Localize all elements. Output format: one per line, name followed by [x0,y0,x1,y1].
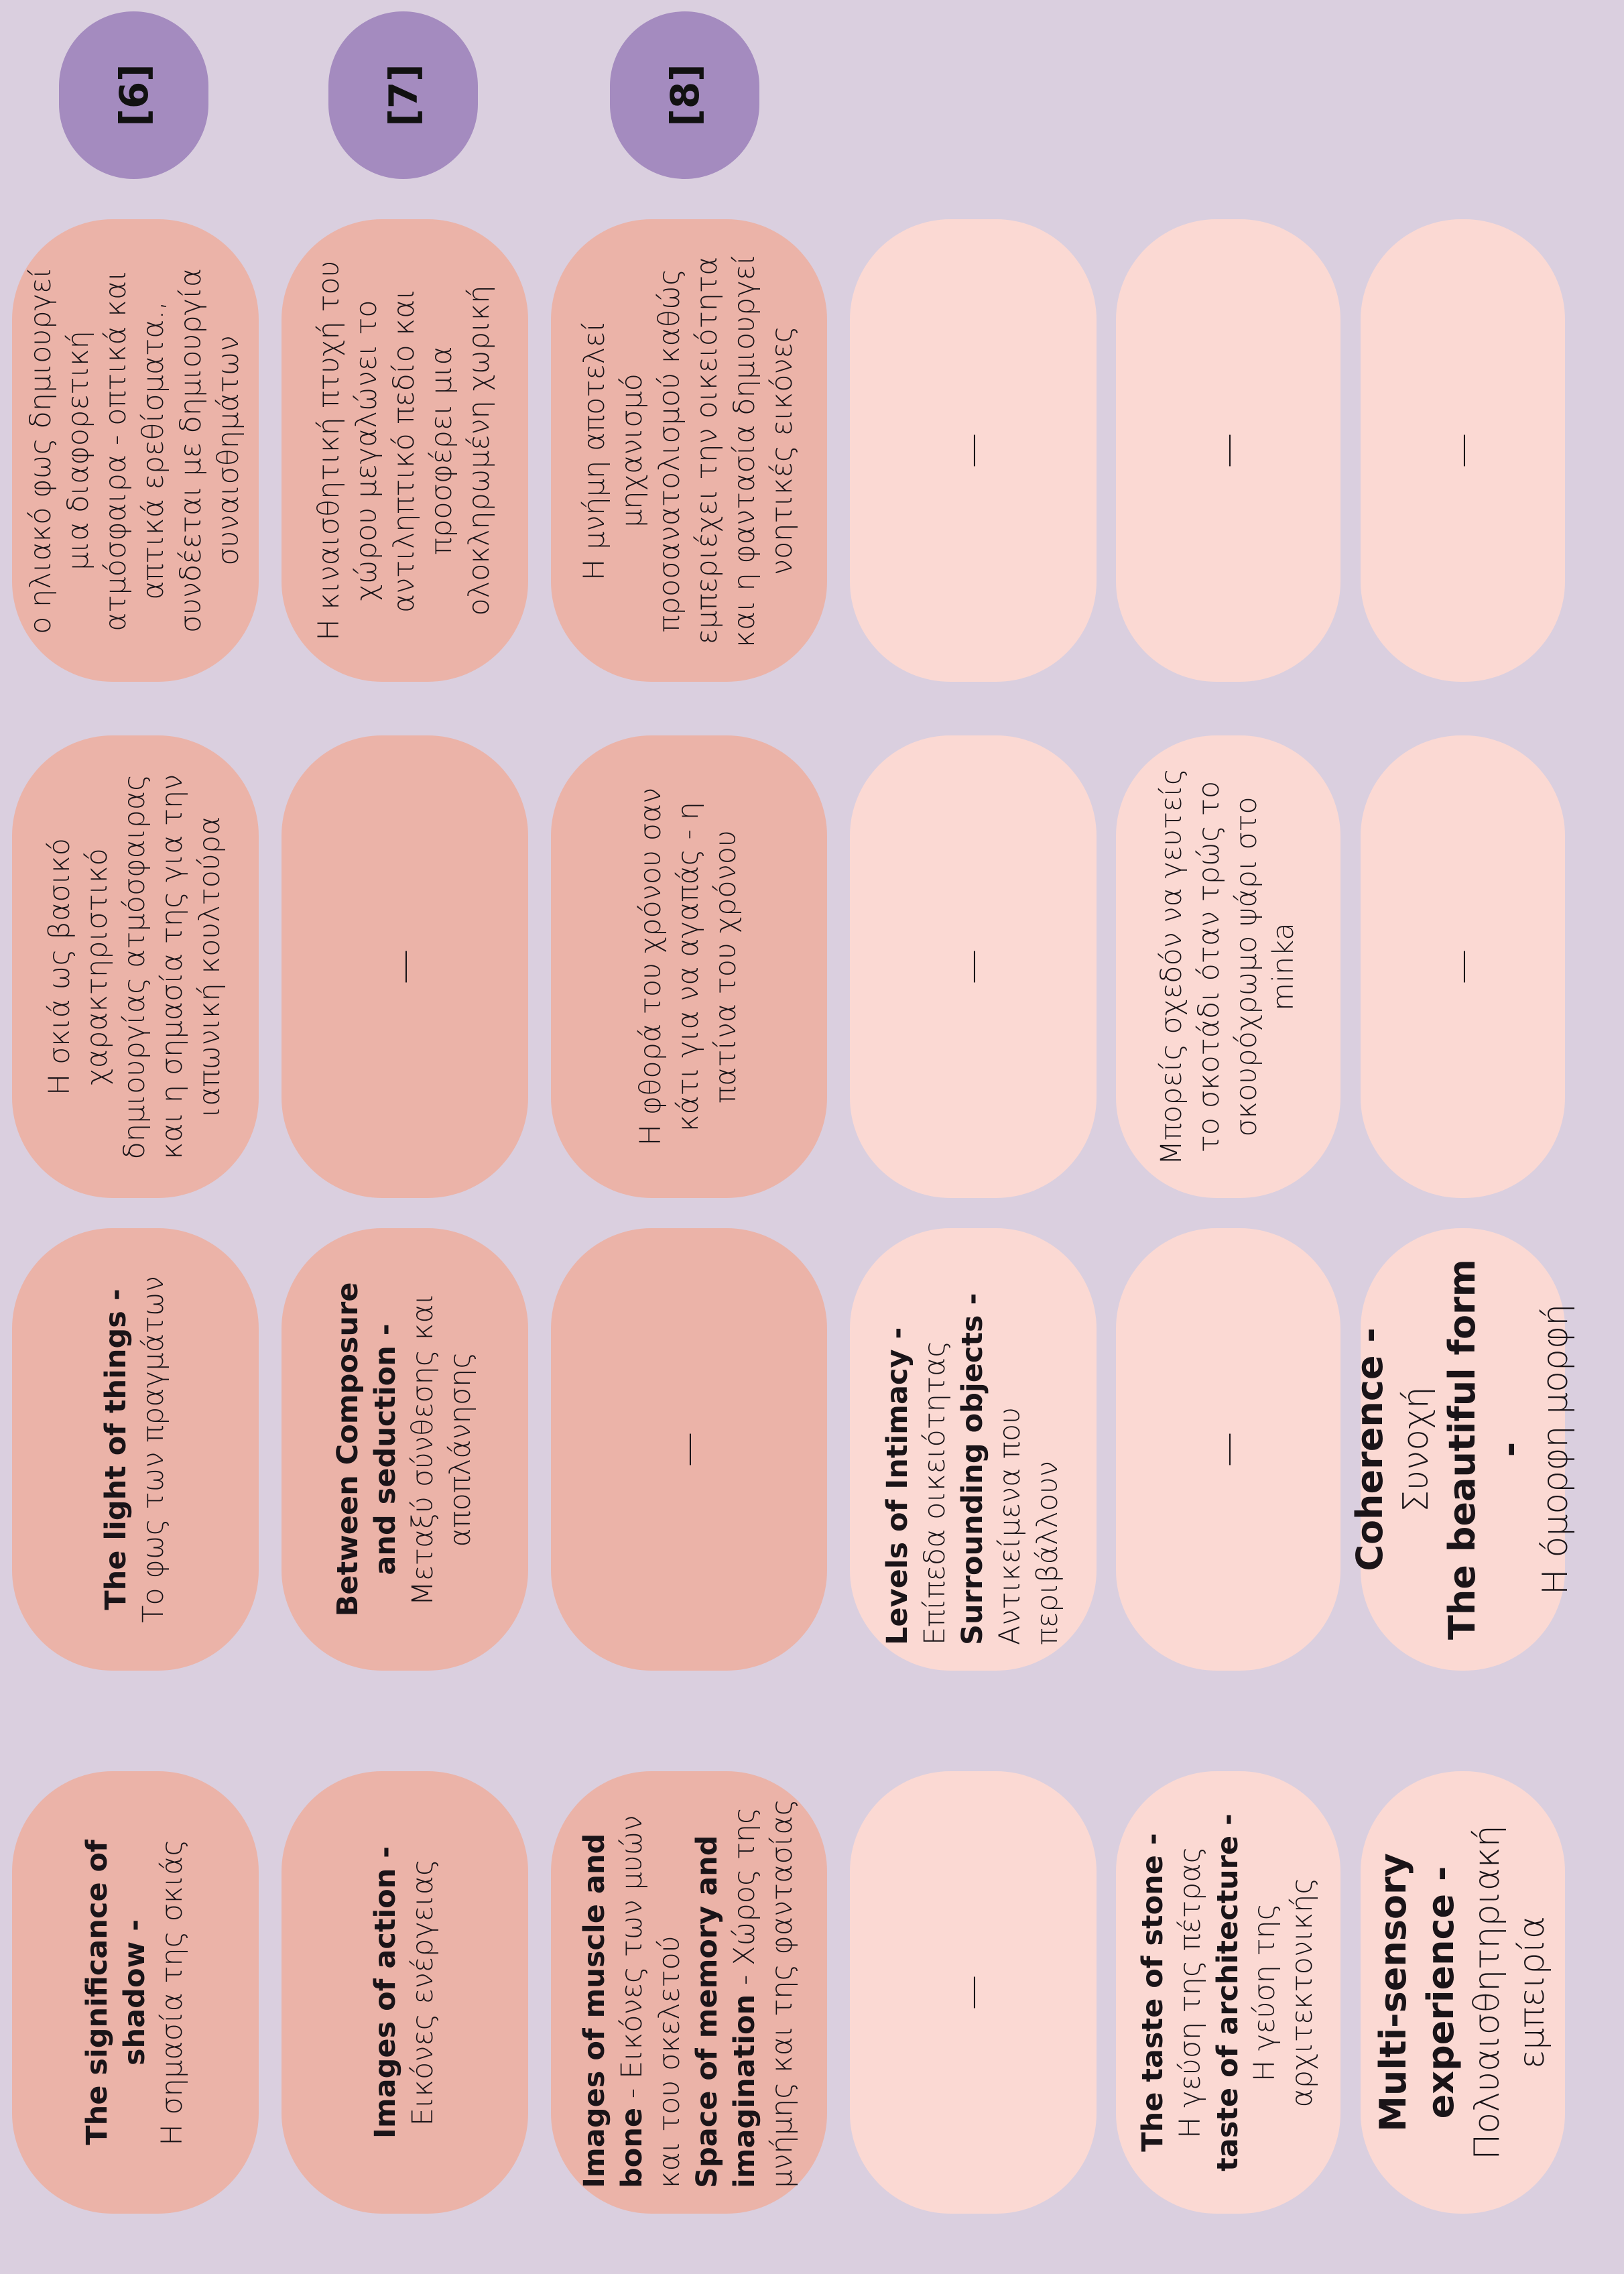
cell-text: Μπορείς σχεδόν να γευτείς το σκοτάδι όταν τρώς το σκουρόχρωμο ψάρι στο minka [1154,768,1301,1166]
cell-subtitle: Μεταξύ σύνθεσης και αποπλάνησης [406,1293,477,1606]
cell-text: Η φθορά του χρόνου σαν κάτι για να αγαπάς - η πατίνα του χρόνου [634,787,743,1146]
cell-subtitle-2: Η όμορφη μορφή [1536,1303,1576,1596]
cell-subtitle: Εικόνες ενέργειας [406,1858,440,2127]
cell-text: — [1207,1432,1248,1467]
cell-title-2: taste of architecture - [1210,1813,1245,2171]
cell-subtitle-2: Αντικείμενα που περιβάλλουν [993,1407,1064,1645]
cell-r4-c3 [850,735,1097,1198]
cell-r2-c2 [282,1228,528,1671]
cell-r1-c3 [12,735,259,1198]
cell-subtitle-2: - Χώρος της μνήμης και της φαντασίας [727,1799,799,2188]
badge-6 [59,11,208,179]
cell-title: Images of action - [369,1846,403,2139]
cell-title: Between Composure and seduction - [331,1282,403,1617]
cell-r3-c1 [551,1771,827,2214]
cell-r6-c2 [1349,1228,1576,1671]
cell-text: — [952,949,993,984]
cell-subtitle-1: Η γεύση της πέτρας [1173,1846,1207,2139]
cell-r3-c4 [551,219,827,682]
cell-r2-c1 [282,1771,528,2214]
cell-text: — [668,1432,709,1467]
cell-text: Η σκιά ως βασικό χαρακτηριστικό δημιουργίας ατμόσφαιρας και η σημασία της για την ιαπωνική κουλτούρα [43,774,227,1160]
badge-label: [6] [111,64,157,127]
cell-text: — [952,1975,993,2010]
cell-r6-c4 [1361,219,1565,682]
badge-8 [610,11,759,179]
cell-text: Η μνήμη αποτελεί μηχανισμό προσανατολισμού καθώς εμπεριέχει την οικειότητα και η φαντασία δημιουργεί νοητικές εικόνες [578,253,799,648]
badge-label: [7] [380,64,426,127]
cell-r6-c3 [1361,735,1565,1198]
cell-title-2: The beautiful form - [1441,1259,1531,1640]
cell-r1-c1 [12,1771,259,2214]
cell-r5-c1 [1116,1771,1340,2214]
cell-r3-c2 [551,1228,827,1671]
cell-text: Η κιναισθητική πτυχή του χώρου μεγαλώνει το αντιληπτικό πεδίο και προσφέρει μια ολοκληρωμένη χωρική [312,260,496,641]
cell-title-1: Levels of Intimacy - [881,1327,915,1645]
cell-title-2: Surrounding objects - [956,1293,990,1645]
cell-r2-c3 [282,735,528,1198]
badge-label: [8] [662,64,708,127]
cell-title-1: Images of muscle and bone [578,1833,649,2188]
cell-text: — [1442,433,1483,468]
cell-title-1: The taste of stone - [1135,1833,1170,2152]
cell-r4-c1 [850,1771,1097,2214]
cell-r4-c2 [850,1228,1097,1671]
cell-subtitle-2: Η γεύση της αρχιτεκτονικής [1248,1877,1320,2108]
cell-title-1: Coherence - [1349,1327,1391,1571]
cell-r5-c3 [1116,735,1340,1198]
cell-r6-c1 [1361,1771,1565,2214]
cell-title-2: Space of memory and imagination [690,1835,761,2188]
cell-title: The significance of shadow - [80,1840,152,2145]
cell-r3-c3 [551,735,827,1198]
cell-r1-c2 [12,1228,259,1671]
cell-subtitle: Το φως των πραγμάτων [137,1276,170,1623]
cell-subtitle-1: Συνοχή [1395,1386,1436,1512]
cell-subtitle-1: - Εικόνες των μυών και του σκελετού [615,1815,687,2188]
cell-text: ο ηλιακό φως δημιουργεί μια διαφορετική ατμόσφαιρα - οπτικά και απτικά ερεθίσματα., συνδέεται με δημιουργία συναισθημάτων [24,267,245,634]
cell-title: Multi-sensory experience - [1372,1853,1462,2132]
cell-subtitle: Η σημασία της σκιάς [155,1839,189,2146]
cell-r5-c4 [1116,219,1340,682]
cell-title: The light of things - [99,1289,133,1610]
cell-r5-c2 [1116,1228,1340,1671]
cell-r4-c4 [850,219,1097,682]
cell-text: — [952,433,993,468]
cell-subtitle-1: Επίπεδα οικειότητας [918,1340,952,1645]
cell-r2-c4 [282,219,528,682]
cell-text: — [1207,433,1248,468]
cell-text: — [384,949,425,984]
cell-text: — [1442,949,1483,984]
cell-subtitle: Πολυαισθητηριακή εμπειρία [1466,1825,1553,2160]
cell-r1-c4 [12,219,259,682]
badge-7 [328,11,478,179]
